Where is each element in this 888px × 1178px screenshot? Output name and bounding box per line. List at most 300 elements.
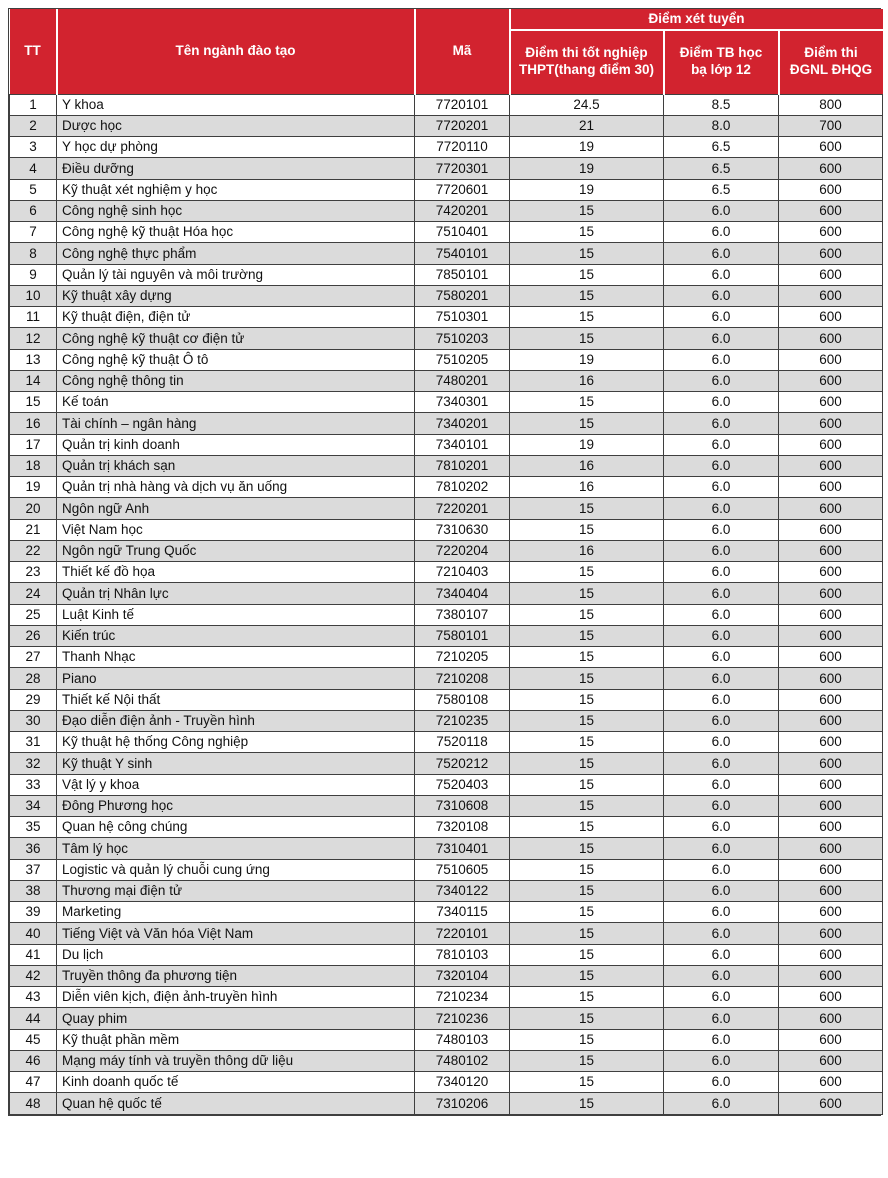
cell-tt: 34 (10, 795, 57, 816)
cell-dgnl: 600 (779, 519, 883, 540)
cell-tb: 6.0 (664, 923, 779, 944)
cell-code: 7210234 (415, 987, 510, 1008)
cell-name: Mạng máy tính và truyền thông dữ liệu (57, 1050, 415, 1071)
cell-name: Công nghệ thực phẩm (57, 243, 415, 264)
cell-code: 7320108 (415, 817, 510, 838)
table-row (10, 519, 883, 540)
cell-dgnl: 600 (779, 710, 883, 731)
cell-dgnl: 600 (779, 1008, 883, 1029)
table-row (10, 370, 883, 391)
cell-code: 7520403 (415, 774, 510, 795)
cell-name: Quay phim (57, 1008, 415, 1029)
table-row (10, 732, 883, 753)
cell-dgnl: 600 (779, 200, 883, 221)
cell-code: 7320104 (415, 965, 510, 986)
cell-dgnl: 600 (779, 349, 883, 370)
cell-thpt: 15 (510, 285, 664, 306)
cell-thpt: 15 (510, 668, 664, 689)
cell-tb: 6.0 (664, 540, 779, 561)
cell-tt: 25 (10, 604, 57, 625)
table-row (10, 94, 883, 115)
cell-tt: 22 (10, 540, 57, 561)
cell-tt: 29 (10, 689, 57, 710)
cell-code: 7210235 (415, 710, 510, 731)
cell-tb: 6.0 (664, 902, 779, 923)
table-row (10, 774, 883, 795)
cell-tb: 6.0 (664, 222, 779, 243)
cell-code: 7420201 (415, 200, 510, 221)
cell-thpt: 15 (510, 859, 664, 880)
cell-dgnl: 700 (779, 115, 883, 136)
cell-code: 7720101 (415, 94, 510, 115)
cell-code: 7480102 (415, 1050, 510, 1071)
cell-tb: 6.0 (664, 1008, 779, 1029)
cell-tb: 6.0 (664, 264, 779, 285)
table-row (10, 158, 883, 179)
cell-tt: 6 (10, 200, 57, 221)
table-row (10, 349, 883, 370)
cell-thpt: 19 (510, 179, 664, 200)
cell-dgnl: 600 (779, 647, 883, 668)
cell-name: Kế toán (57, 392, 415, 413)
cell-dgnl: 600 (779, 392, 883, 413)
cell-dgnl: 600 (779, 179, 883, 200)
cell-tt: 31 (10, 732, 57, 753)
cell-name: Thương mại điện tử (57, 880, 415, 901)
table-row (10, 604, 883, 625)
cell-name: Logistic và quản lý chuỗi cung ứng (57, 859, 415, 880)
cell-name: Quản trị khách sạn (57, 455, 415, 476)
cell-name: Tâm lý học (57, 838, 415, 859)
cell-code: 7340101 (415, 434, 510, 455)
cell-name: Marketing (57, 902, 415, 923)
cell-thpt: 15 (510, 902, 664, 923)
cell-tt: 15 (10, 392, 57, 413)
cell-tb: 6.0 (664, 477, 779, 498)
cell-thpt: 15 (510, 413, 664, 434)
cell-code: 7310608 (415, 795, 510, 816)
cell-tb: 8.5 (664, 94, 779, 115)
cell-name: Kỹ thuật xét nghiệm y học (57, 179, 415, 200)
cell-dgnl: 600 (779, 817, 883, 838)
cell-code: 7580101 (415, 625, 510, 646)
table-row (10, 285, 883, 306)
cell-dgnl: 600 (779, 264, 883, 285)
table-row (10, 753, 883, 774)
cell-thpt: 15 (510, 1050, 664, 1071)
cell-tt: 14 (10, 370, 57, 391)
cell-tb: 6.0 (664, 307, 779, 328)
cell-tb: 6.0 (664, 498, 779, 519)
header-thpt-exam-score: Điểm thi tốt nghiệp THPT(thang điểm 30) (510, 30, 664, 94)
cell-code: 7210403 (415, 562, 510, 583)
cell-name: Quản lý tài nguyên và môi trường (57, 264, 415, 285)
cell-name: Công nghệ sinh học (57, 200, 415, 221)
cell-dgnl: 600 (779, 137, 883, 158)
cell-dgnl: 600 (779, 944, 883, 965)
cell-name: Kỹ thuật điện, điện tử (57, 307, 415, 328)
table-row (10, 328, 883, 349)
cell-dgnl: 600 (779, 987, 883, 1008)
cell-tb: 6.0 (664, 753, 779, 774)
table-row (10, 1072, 883, 1093)
cell-tt: 46 (10, 1050, 57, 1071)
cell-name: Du lịch (57, 944, 415, 965)
cell-tt: 20 (10, 498, 57, 519)
cell-name: Quản trị kinh doanh (57, 434, 415, 455)
cell-tt: 5 (10, 179, 57, 200)
cell-tb: 6.0 (664, 1072, 779, 1093)
cell-code: 7340120 (415, 1072, 510, 1093)
table-row (10, 902, 883, 923)
cell-tt: 7 (10, 222, 57, 243)
cell-tb: 6.0 (664, 285, 779, 306)
cell-tt: 3 (10, 137, 57, 158)
cell-tb: 6.0 (664, 413, 779, 434)
cell-code: 7220201 (415, 498, 510, 519)
table-row (10, 243, 883, 264)
cell-tt: 11 (10, 307, 57, 328)
cell-name: Y học dự phòng (57, 137, 415, 158)
cell-thpt: 21 (510, 115, 664, 136)
table-row (10, 562, 883, 583)
cell-tb: 6.0 (664, 880, 779, 901)
cell-thpt: 15 (510, 817, 664, 838)
cell-tb: 6.0 (664, 774, 779, 795)
cell-tb: 6.0 (664, 859, 779, 880)
cell-tt: 40 (10, 923, 57, 944)
cell-name: Quan hệ quốc tế (57, 1093, 415, 1114)
cell-code: 7580201 (415, 285, 510, 306)
cell-tb: 6.0 (664, 965, 779, 986)
table-row (10, 647, 883, 668)
header-dgnl-score: Điểm thi ĐGNL ĐHQG (779, 30, 883, 94)
cell-dgnl: 600 (779, 498, 883, 519)
cell-thpt: 15 (510, 965, 664, 986)
cell-code: 7810103 (415, 944, 510, 965)
cell-thpt: 15 (510, 774, 664, 795)
cell-thpt: 15 (510, 944, 664, 965)
cell-tb: 6.0 (664, 944, 779, 965)
cell-name: Luật Kinh tế (57, 604, 415, 625)
cell-name: Kỹ thuật hệ thống Công nghiệp (57, 732, 415, 753)
cell-tt: 17 (10, 434, 57, 455)
cell-name: Piano (57, 668, 415, 689)
cell-thpt: 16 (510, 477, 664, 498)
cell-code: 7210205 (415, 647, 510, 668)
cell-thpt: 15 (510, 583, 664, 604)
cell-thpt: 15 (510, 200, 664, 221)
cell-code: 7340301 (415, 392, 510, 413)
cell-thpt: 15 (510, 392, 664, 413)
cell-dgnl: 600 (779, 838, 883, 859)
table-row (10, 392, 883, 413)
header-admission-score-group: Điểm xét tuyển (510, 9, 883, 30)
cell-name: Quan hệ công chúng (57, 817, 415, 838)
cell-tb: 6.0 (664, 838, 779, 859)
table-row (10, 498, 883, 519)
cell-dgnl: 600 (779, 285, 883, 306)
cell-tt: 43 (10, 987, 57, 1008)
cell-thpt: 16 (510, 370, 664, 391)
cell-thpt: 15 (510, 604, 664, 625)
cell-dgnl: 600 (779, 413, 883, 434)
cell-dgnl: 600 (779, 477, 883, 498)
cell-tt: 19 (10, 477, 57, 498)
cell-tt: 21 (10, 519, 57, 540)
cell-tt: 4 (10, 158, 57, 179)
cell-code: 7580108 (415, 689, 510, 710)
cell-code: 7720201 (415, 115, 510, 136)
cell-tb: 8.0 (664, 115, 779, 136)
cell-dgnl: 600 (779, 328, 883, 349)
table-row (10, 880, 883, 901)
cell-thpt: 15 (510, 498, 664, 519)
cell-thpt: 16 (510, 540, 664, 561)
cell-tb: 6.0 (664, 817, 779, 838)
table-row (10, 859, 883, 880)
cell-tt: 30 (10, 710, 57, 731)
cell-tt: 24 (10, 583, 57, 604)
cell-dgnl: 600 (779, 1072, 883, 1093)
cell-thpt: 15 (510, 307, 664, 328)
cell-dgnl: 600 (779, 562, 883, 583)
cell-thpt: 15 (510, 1093, 664, 1114)
cell-tt: 12 (10, 328, 57, 349)
header-code: Mã (415, 9, 510, 94)
table-row (10, 179, 883, 200)
table-row (10, 965, 883, 986)
cell-tb: 6.0 (664, 370, 779, 391)
cell-tb: 6.0 (664, 243, 779, 264)
cell-tt: 36 (10, 838, 57, 859)
cell-thpt: 15 (510, 1008, 664, 1029)
cell-tb: 6.0 (664, 710, 779, 731)
cell-thpt: 15 (510, 689, 664, 710)
cell-tb: 6.0 (664, 604, 779, 625)
cell-tb: 6.0 (664, 795, 779, 816)
cell-code: 7510205 (415, 349, 510, 370)
cell-thpt: 15 (510, 519, 664, 540)
cell-dgnl: 600 (779, 859, 883, 880)
admission-scores-table (8, 8, 881, 1116)
cell-name: Thiết kế đồ họa (57, 562, 415, 583)
cell-tb: 6.0 (664, 689, 779, 710)
cell-tt: 2 (10, 115, 57, 136)
cell-name: Công nghệ kỹ thuật cơ điện tử (57, 328, 415, 349)
cell-name: Kỹ thuật phần mềm (57, 1029, 415, 1050)
cell-thpt: 15 (510, 732, 664, 753)
table-row (10, 434, 883, 455)
cell-tb: 6.0 (664, 583, 779, 604)
cell-code: 7510203 (415, 328, 510, 349)
cell-tb: 6.5 (664, 179, 779, 200)
cell-thpt: 15 (510, 1029, 664, 1050)
cell-name: Công nghệ kỹ thuật Ô tô (57, 349, 415, 370)
header-tt: TT (10, 9, 57, 94)
cell-tt: 9 (10, 264, 57, 285)
cell-name: Kỹ thuật Y sinh (57, 753, 415, 774)
cell-code: 7220101 (415, 923, 510, 944)
cell-thpt: 15 (510, 625, 664, 646)
table-row (10, 838, 883, 859)
cell-tt: 13 (10, 349, 57, 370)
table-row (10, 668, 883, 689)
cell-tb: 6.0 (664, 647, 779, 668)
cell-tb: 6.0 (664, 562, 779, 583)
cell-tt: 48 (10, 1093, 57, 1114)
cell-tt: 39 (10, 902, 57, 923)
cell-name: Dược học (57, 115, 415, 136)
cell-thpt: 15 (510, 795, 664, 816)
cell-dgnl: 600 (779, 583, 883, 604)
cell-thpt: 19 (510, 434, 664, 455)
cell-dgnl: 600 (779, 158, 883, 179)
table-row (10, 710, 883, 731)
cell-code: 7540101 (415, 243, 510, 264)
cell-dgnl: 600 (779, 540, 883, 561)
cell-dgnl: 600 (779, 795, 883, 816)
cell-name: Đạo diễn điện ảnh - Truyền hình (57, 710, 415, 731)
cell-name: Truyền thông đa phương tiện (57, 965, 415, 986)
table-row (10, 1029, 883, 1050)
cell-thpt: 15 (510, 923, 664, 944)
cell-name: Tài chính – ngân hàng (57, 413, 415, 434)
scores-table (9, 9, 883, 1115)
cell-tb: 6.0 (664, 668, 779, 689)
cell-thpt: 15 (510, 222, 664, 243)
table-row (10, 923, 883, 944)
cell-code: 7220204 (415, 540, 510, 561)
cell-code: 7720601 (415, 179, 510, 200)
cell-tb: 6.0 (664, 987, 779, 1008)
cell-dgnl: 600 (779, 222, 883, 243)
cell-dgnl: 600 (779, 1050, 883, 1071)
cell-code: 7720301 (415, 158, 510, 179)
table-row (10, 115, 883, 136)
cell-dgnl: 600 (779, 1029, 883, 1050)
cell-code: 7810202 (415, 477, 510, 498)
table-row (10, 200, 883, 221)
cell-code: 7210236 (415, 1008, 510, 1029)
cell-thpt: 19 (510, 349, 664, 370)
cell-thpt: 15 (510, 264, 664, 285)
cell-code: 7310630 (415, 519, 510, 540)
cell-code: 7520118 (415, 732, 510, 753)
table-row (10, 583, 883, 604)
cell-tt: 37 (10, 859, 57, 880)
cell-code: 7520212 (415, 753, 510, 774)
header-grade12-gpa: Điểm TB học bạ lớp 12 (664, 30, 779, 94)
cell-code: 7340122 (415, 880, 510, 901)
cell-name: Việt Nam học (57, 519, 415, 540)
cell-tb: 6.0 (664, 519, 779, 540)
cell-thpt: 15 (510, 243, 664, 264)
cell-code: 7380107 (415, 604, 510, 625)
cell-name: Điều dưỡng (57, 158, 415, 179)
cell-code: 7810201 (415, 455, 510, 476)
cell-tb: 6.0 (664, 434, 779, 455)
cell-name: Diễn viên kịch, điện ảnh-truyền hình (57, 987, 415, 1008)
table-row (10, 413, 883, 434)
table-row (10, 307, 883, 328)
cell-dgnl: 600 (779, 965, 883, 986)
table-row (10, 477, 883, 498)
table-row (10, 222, 883, 243)
table-body (10, 94, 883, 1114)
cell-dgnl: 600 (779, 902, 883, 923)
table-row (10, 540, 883, 561)
cell-code: 7340201 (415, 413, 510, 434)
table-row (10, 689, 883, 710)
cell-tt: 38 (10, 880, 57, 901)
cell-code: 7310206 (415, 1093, 510, 1114)
cell-tb: 6.0 (664, 328, 779, 349)
cell-name: Vật lý y khoa (57, 774, 415, 795)
cell-thpt: 15 (510, 1072, 664, 1093)
table-row (10, 1050, 883, 1071)
table-header (10, 9, 883, 94)
cell-code: 7720110 (415, 137, 510, 158)
cell-code: 7480103 (415, 1029, 510, 1050)
table-row (10, 1008, 883, 1029)
cell-name: Thanh Nhạc (57, 647, 415, 668)
table-row (10, 264, 883, 285)
cell-code: 7310401 (415, 838, 510, 859)
table-row (10, 795, 883, 816)
cell-dgnl: 600 (779, 625, 883, 646)
cell-tt: 10 (10, 285, 57, 306)
cell-thpt: 15 (510, 838, 664, 859)
cell-dgnl: 600 (779, 455, 883, 476)
cell-dgnl: 600 (779, 880, 883, 901)
cell-name: Tiếng Việt và Văn hóa Việt Nam (57, 923, 415, 944)
cell-dgnl: 600 (779, 370, 883, 391)
table-row (10, 455, 883, 476)
cell-code: 7210208 (415, 668, 510, 689)
cell-tt: 33 (10, 774, 57, 795)
cell-name: Quản trị nhà hàng và dịch vụ ăn uống (57, 477, 415, 498)
cell-tb: 6.0 (664, 1093, 779, 1114)
cell-tb: 6.0 (664, 732, 779, 753)
cell-tt: 41 (10, 944, 57, 965)
cell-code: 7340115 (415, 902, 510, 923)
cell-tt: 8 (10, 243, 57, 264)
cell-code: 7340404 (415, 583, 510, 604)
cell-name: Kinh doanh quốc tế (57, 1072, 415, 1093)
cell-name: Kỹ thuật xây dựng (57, 285, 415, 306)
cell-name: Kiến trúc (57, 625, 415, 646)
cell-thpt: 15 (510, 710, 664, 731)
cell-tt: 28 (10, 668, 57, 689)
cell-code: 7480201 (415, 370, 510, 391)
cell-tt: 35 (10, 817, 57, 838)
cell-name: Công nghệ thông tin (57, 370, 415, 391)
cell-code: 7510605 (415, 859, 510, 880)
table-row (10, 1093, 883, 1114)
cell-tb: 6.0 (664, 349, 779, 370)
cell-thpt: 19 (510, 137, 664, 158)
cell-name: Đông Phương học (57, 795, 415, 816)
cell-dgnl: 600 (779, 753, 883, 774)
cell-tb: 6.0 (664, 625, 779, 646)
cell-thpt: 15 (510, 753, 664, 774)
cell-dgnl: 600 (779, 307, 883, 328)
cell-dgnl: 600 (779, 774, 883, 795)
header-program-name: Tên ngành đào tạo (57, 9, 415, 94)
cell-thpt: 15 (510, 987, 664, 1008)
table-row (10, 944, 883, 965)
